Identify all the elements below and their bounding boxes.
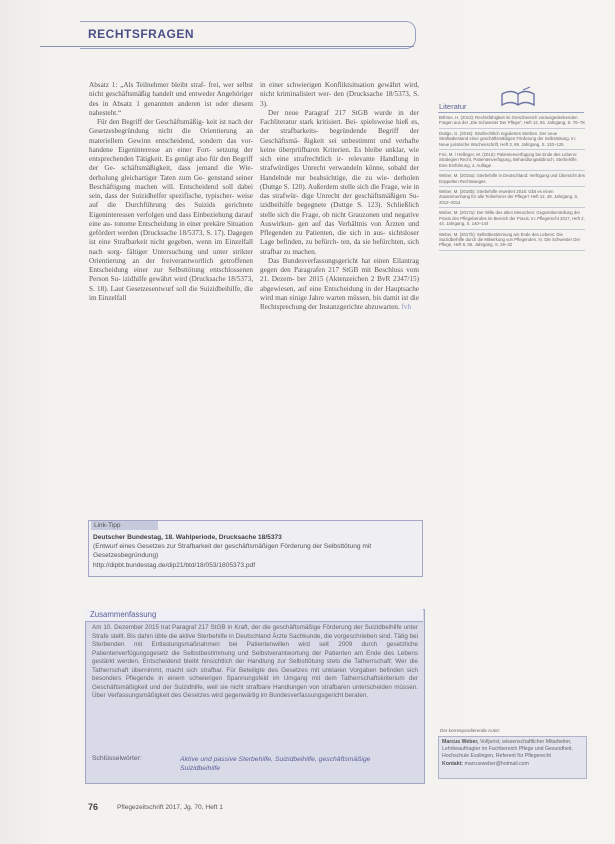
paragraph: Für den Begriff der Geschäftsmäßig- keit ist nach der Gesetzesbegründung nicht die Orientierung an materiellem Gewinn entscheidend, sondern das vor- handene Eigeninteresse an einer Fort- setzung der entsprechenden Tätigkeit. Es genügt also für den Begriff der Ge- schäftsmäßigkeit, dass jemand die Wie- derholung gleichartiger Taten zum Ge- genstand seiner Beschäftigung machen will. Entscheidend soll dabei sein, dass der Suizidhelfer spezifische, typischer- weise auf die Durchführung des Suizids gerichtete Eigeninteressen verfolgen und dass Einbeziehung darauf eine au- tonome Entscheidung in einer prekäre Situation gefördert werden (Drucksache 18/5373, S. 17). Dagegen ist eine Strafbarkeit nicht gegeben, wenn im Einzelfall nach sorg- fältiger Untersuchung und unter strikter Orientierung an der freiverantwortlich getroffenen Entscheidung einer zur Selbsttötung entschlossenen Person Su- izidhilfe gewährt wird (Drucksache 18/5373, S. 18). Laut Gesetzesentwurf soll die Suizidbeihilfe, die im Einzelfall <box>89 118 253 302</box>
paragraph <box>260 257 419 313</box>
article-column-right <box>260 81 419 312</box>
literature-item: Weber, M. (2016b): Sterbehilfe erweitert 2016: Gibt es einen Zusammenhang für alle Teilnehmer der Pflege? Heft 12, 49. Jahrgang, S. 2012–2014 <box>439 188 585 208</box>
literature-item: Weber, M. (2016a): Sterbehilfe in Deutschland: Verfügung und Übersicht des Doppelten Rechtsweges <box>439 172 585 187</box>
page-number: 76 <box>88 802 99 812</box>
literature-item: Duttge, G. (2016): Strafrechtlich reguliertes Sterben. Der neue Straftatbestand einer geschäftsmäßigen Förderung der Selbsttötung. In: Neue juristische Wochenschrift, Heft 3, 69. Jahrgang, S. 120–125 <box>439 130 585 150</box>
summary-title: Zusammenfassung <box>90 610 157 619</box>
footnote-ref: fvh <box>401 303 412 311</box>
journal-citation: Pflegezeitschrift 2017, Jg. 70, Heft 1 <box>117 804 223 811</box>
literature-item: Weber, M. (2017b): Selbstbestimmung am Ende des Lebens: Die Suizidbeihilfe durch die Mitwirkung von Pflegenden. In: Die Schwester Der Pflege, Heft 8, 56. Jahrgang, S. 29–32 <box>439 231 585 251</box>
link-tip-title: Deutscher Bundestag, 18. Wahlperiode, Drucksache 18/5373 <box>93 534 282 541</box>
paragraph: in einer schwierigen Konfliktsituation gewährt wird, nicht kriminalisiert wer- den (Drucksache 18/5373, S. 3). <box>260 81 419 108</box>
link-tip-url[interactable]: http://dipbt.bundestag.de/dip21/btd/18/053/1805373.pdf <box>93 561 256 569</box>
header-rule <box>40 46 414 47</box>
literature-list <box>439 114 585 252</box>
link-tip-description: (Entwurf eines Gesetzes zur Strafbarkeit der geschäftsmäßigen Förderung der Selbsttötung mit Gesetzesbegründung) <box>93 543 372 560</box>
keywords-label: Schlüsselwörter: <box>92 755 142 762</box>
literature-item: Böhme, H. (2013): Rechtsfähigkeit im Grenzbereich vorausgedenkenden Fragen aus der „Die Schwester Der Pflege“, Heft 12, 54. Jahrgang, S. 76–78 <box>439 114 585 129</box>
contact-label: Kontakt: <box>442 760 464 767</box>
literature-title: Literatur <box>439 102 467 111</box>
literature-rule <box>438 112 584 113</box>
link-tip-content <box>93 533 418 570</box>
summary-text: Am 10. Dezember 2015 trat Paragraf 217 StGB in Kraft, der die geschäftsmäßige Förderung der Suizidbeihilfe unter Strafe stellt. Bis dahin übte die aktive Sterbehilfe in Deutschland Ärzte Sachkunde, die vorgeschrieben sind. Tätig bei Sterbenden mit Entlastungsmaßnahmen bei Patientenwillen wird seit 2009 durch gesetzliche Patientenverfügungsgesetz die Selbstbestimmung und Selbstverantwortung der Patienten am Ende des Lebens gestärkt werden. Entscheidend bleibt hinsichtlich der Handlung zur Selbsttötung stets die Tatherrschaft: Wer die Tatherrschaft übernimmt, macht sich strafbar. Für Beteiligte des Gesetzes mit unklaren Vorgaben befinden sich besonders Pflegende in einem schwierigen Spannungsfeld im Umgang mit dem Tatherrschaftskriterium der Geschäftsmäßigkeit und der Suizidhilfe, weil sie nicht strafbare Handlungen von strafbaren unterscheiden müssen. Über Verfassungsmäßigkeit des Gesetzes wird gegenwärtig im Bundesverfassungsgericht beraten. <box>92 624 418 699</box>
paragraph: Der neue Paragraf 217 StGB wurde in der Fachliteratur stark kritisiert. Bei- spielsweise hieß es, der strafbarkeits- begründende Begriff der Geschäftsmä- ßigkeit sei unbestimmt und verhafte keine überprüfbaren Kriterien. Es bleibe unklar, wie sich eine strafrechtlich ir- relevante Handlung in strafwürdiges Unrecht verwandeln könne, sobald der Handelnde nur beabsichtige, die zu wie- derholen (Duttge S. 120). Außerdem stelle sich die Frage, wie in das strafwür- dige Unrecht der geschäftsmäßigen Su- izidbeihilfe begegnete (Duttge S. 123). Schließlich stelle sich die Frage, ob nicht Grauzonen und negative Auswirkun- gen auf das Verhältnis von Ärzten und Pflegenden zu Patienten, die sich in aus- sichtsloser Lage befinden, zu befürch- ten, da sie befürchten, sich strafbar zu machen. <box>260 108 419 256</box>
paragraph-text: Das Bundesverfassungsgericht hat einen Eilantrag gegen den Paragrafen 217 StGB mit Beschluss vom 21. Dezem- ber 2015 (Aktenzeichen 2 BvR 2347/15) abgewiesen, auf eine Entscheidung in der Hauptsache wird man einige Jahre warten müssen, bis damit ist die Rechtsprechung der Instanzgerichte abzuwarten. <box>260 256 419 311</box>
author-email[interactable]: marcusweber@hotmail.com <box>464 760 529 767</box>
article-column-left <box>89 81 253 303</box>
paragraph: Absatz 1: „Als Teilnehmer bleibt straf- frei, wer selbst nicht geschäftsmäßig handelt und entweder Angehöriger des in Absatz 1 genannten anderen ist oder diesem nahesteht.“ <box>89 81 253 117</box>
author-info <box>442 739 583 768</box>
author-name: Marcus Weber, <box>442 739 479 745</box>
author-caption: Der korrespondierende Autor: <box>440 728 501 733</box>
literature-item: Frei, M. / Hellinger, M. (2015): Patientenverfügung bei Ende des Lebens: Strategien Recht, Patientenverfügung, Behandlungsabbruch, Sterbehilfe. Eine Einführung, 4. Auflage <box>439 151 585 171</box>
open-book-icon <box>499 86 537 108</box>
link-tip-label: Link-Tipp <box>91 521 158 530</box>
section-title: RECHTSFRAGEN <box>88 27 195 41</box>
literature-item: Weber, M. (2017a): Der Wille des alten Menschen: Gegenüberstellung der Praxis des Pflegeberufes im Bereich der Praxis. In: Pflegerecht 2017, Heft 2, 44. Jahrgang, S. 140–144 <box>439 209 585 229</box>
keywords-text: Aktive und passive Sterbehilfe, Suizidbeihilfe, geschäftsmäßige Suizidbeihilfe <box>180 756 371 772</box>
author-description: Volljurist, wissenschaftlicher Mitarbeiter, Lehrbeauftragter im Fachbereich Pflege und Gesundheit, Hochschule Esslingen, Referent für Pflegerecht <box>442 739 573 760</box>
